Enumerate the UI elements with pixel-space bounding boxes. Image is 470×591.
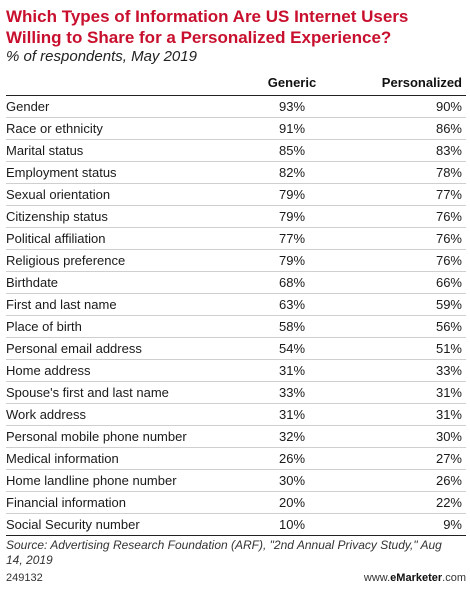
table-row: [6, 294, 466, 316]
table-row: [6, 140, 466, 162]
generic-value: 30%: [278, 473, 306, 488]
personalized-value: 22%: [435, 495, 462, 510]
personalized-value: 83%: [435, 143, 462, 158]
generic-value: 79%: [278, 187, 306, 202]
generic-value: 63%: [278, 297, 306, 312]
generic-value: 79%: [278, 253, 306, 268]
generic-value: 93%: [278, 99, 306, 114]
chart-subtitle: % of respondents, May 2019: [6, 48, 197, 65]
generic-value: 54%: [278, 341, 306, 356]
column-header-personalized: Personalized: [381, 75, 462, 90]
personalized-value: 9%: [443, 517, 462, 532]
column-header-generic: Generic: [267, 75, 317, 90]
data-table: [6, 95, 466, 536]
generic-value: 82%: [278, 165, 306, 180]
generic-value: 77%: [278, 231, 306, 246]
row-label: Employment status: [6, 165, 117, 180]
row-label: First and last name: [6, 297, 117, 312]
table-row: [6, 426, 466, 448]
row-label: Gender: [6, 99, 50, 114]
row-label: Place of birth: [6, 319, 82, 334]
brand-suffix: .com: [442, 572, 466, 584]
row-label: Home landline phone number: [6, 473, 177, 488]
brand-link[interactable]: [364, 572, 466, 584]
table-row: [6, 250, 466, 272]
personalized-value: 31%: [435, 385, 462, 400]
table-row: [6, 470, 466, 492]
brand-prefix: www.: [363, 572, 391, 584]
personalized-value: 33%: [435, 363, 462, 378]
personalized-value: 76%: [435, 231, 462, 246]
brand-e: e: [390, 572, 397, 584]
personalized-value: 66%: [435, 275, 462, 290]
personalized-value: 77%: [435, 187, 462, 202]
footer: [6, 572, 466, 584]
row-label: Medical information: [6, 451, 119, 466]
row-label: Work address: [6, 407, 86, 422]
personalized-value: 78%: [435, 165, 462, 180]
table-row: [6, 404, 466, 426]
row-label: Home address: [6, 363, 91, 378]
row-label: Political affiliation: [6, 231, 106, 246]
personalized-value: 56%: [435, 319, 462, 334]
row-label: Birthdate: [6, 275, 59, 290]
personalized-value: 86%: [435, 121, 462, 136]
row-label: Race or ethnicity: [6, 121, 103, 136]
table-row: [6, 360, 466, 382]
generic-value: 31%: [278, 407, 306, 422]
personalized-value: 76%: [435, 253, 462, 268]
personalized-value: 76%: [435, 209, 462, 224]
generic-value: 68%: [278, 275, 306, 290]
generic-value: 33%: [278, 385, 306, 400]
row-label: Social Security number: [6, 517, 140, 532]
table-row: [6, 338, 466, 360]
personalized-value: 51%: [435, 341, 462, 356]
table-row: [6, 272, 466, 294]
generic-value: 85%: [278, 143, 306, 158]
generic-value: 58%: [278, 319, 306, 334]
generic-value: 20%: [278, 495, 306, 510]
generic-value: 31%: [278, 363, 306, 378]
personalized-value: 27%: [435, 451, 462, 466]
row-label: Personal mobile phone number: [6, 429, 187, 444]
personalized-value: 30%: [435, 429, 462, 444]
chart-id: 249132: [6, 572, 43, 584]
source-note: Source: Advertising Research Foundation (ARF), "2nd Annual Privacy Study," Aug 14, 2019: [6, 538, 442, 567]
personalized-value: 90%: [435, 99, 462, 114]
row-label: Religious preference: [6, 253, 126, 268]
generic-value: 79%: [278, 209, 306, 224]
personalized-value: 26%: [435, 473, 462, 488]
table-row: [6, 96, 466, 118]
table-row: [6, 514, 466, 536]
table-row: [6, 228, 466, 250]
table-row: [6, 118, 466, 140]
brand-name: Marketer: [396, 572, 443, 584]
generic-value: 91%: [278, 121, 306, 136]
table-row: [6, 492, 466, 514]
table-row: [6, 206, 466, 228]
generic-value: 10%: [278, 517, 306, 532]
chart-title: Which Types of Information Are US Internet Users Willing to Share for a Personalized Experience?: [6, 7, 409, 47]
row-label: Personal email address: [6, 341, 142, 356]
row-label: Spouse's first and last name: [6, 385, 169, 400]
row-label: Sexual orientation: [6, 187, 111, 202]
personalized-value: 31%: [435, 407, 462, 422]
table-row: [6, 184, 466, 206]
table-row: [6, 162, 466, 184]
table-row: [6, 448, 466, 470]
table-row: [6, 382, 466, 404]
generic-value: 32%: [278, 429, 306, 444]
row-label: Citizenship status: [6, 209, 108, 224]
generic-value: 26%: [278, 451, 306, 466]
row-label: Marital status: [6, 143, 84, 158]
row-label: Financial information: [6, 495, 126, 510]
table-row: [6, 316, 466, 338]
personalized-value: 59%: [435, 297, 462, 312]
